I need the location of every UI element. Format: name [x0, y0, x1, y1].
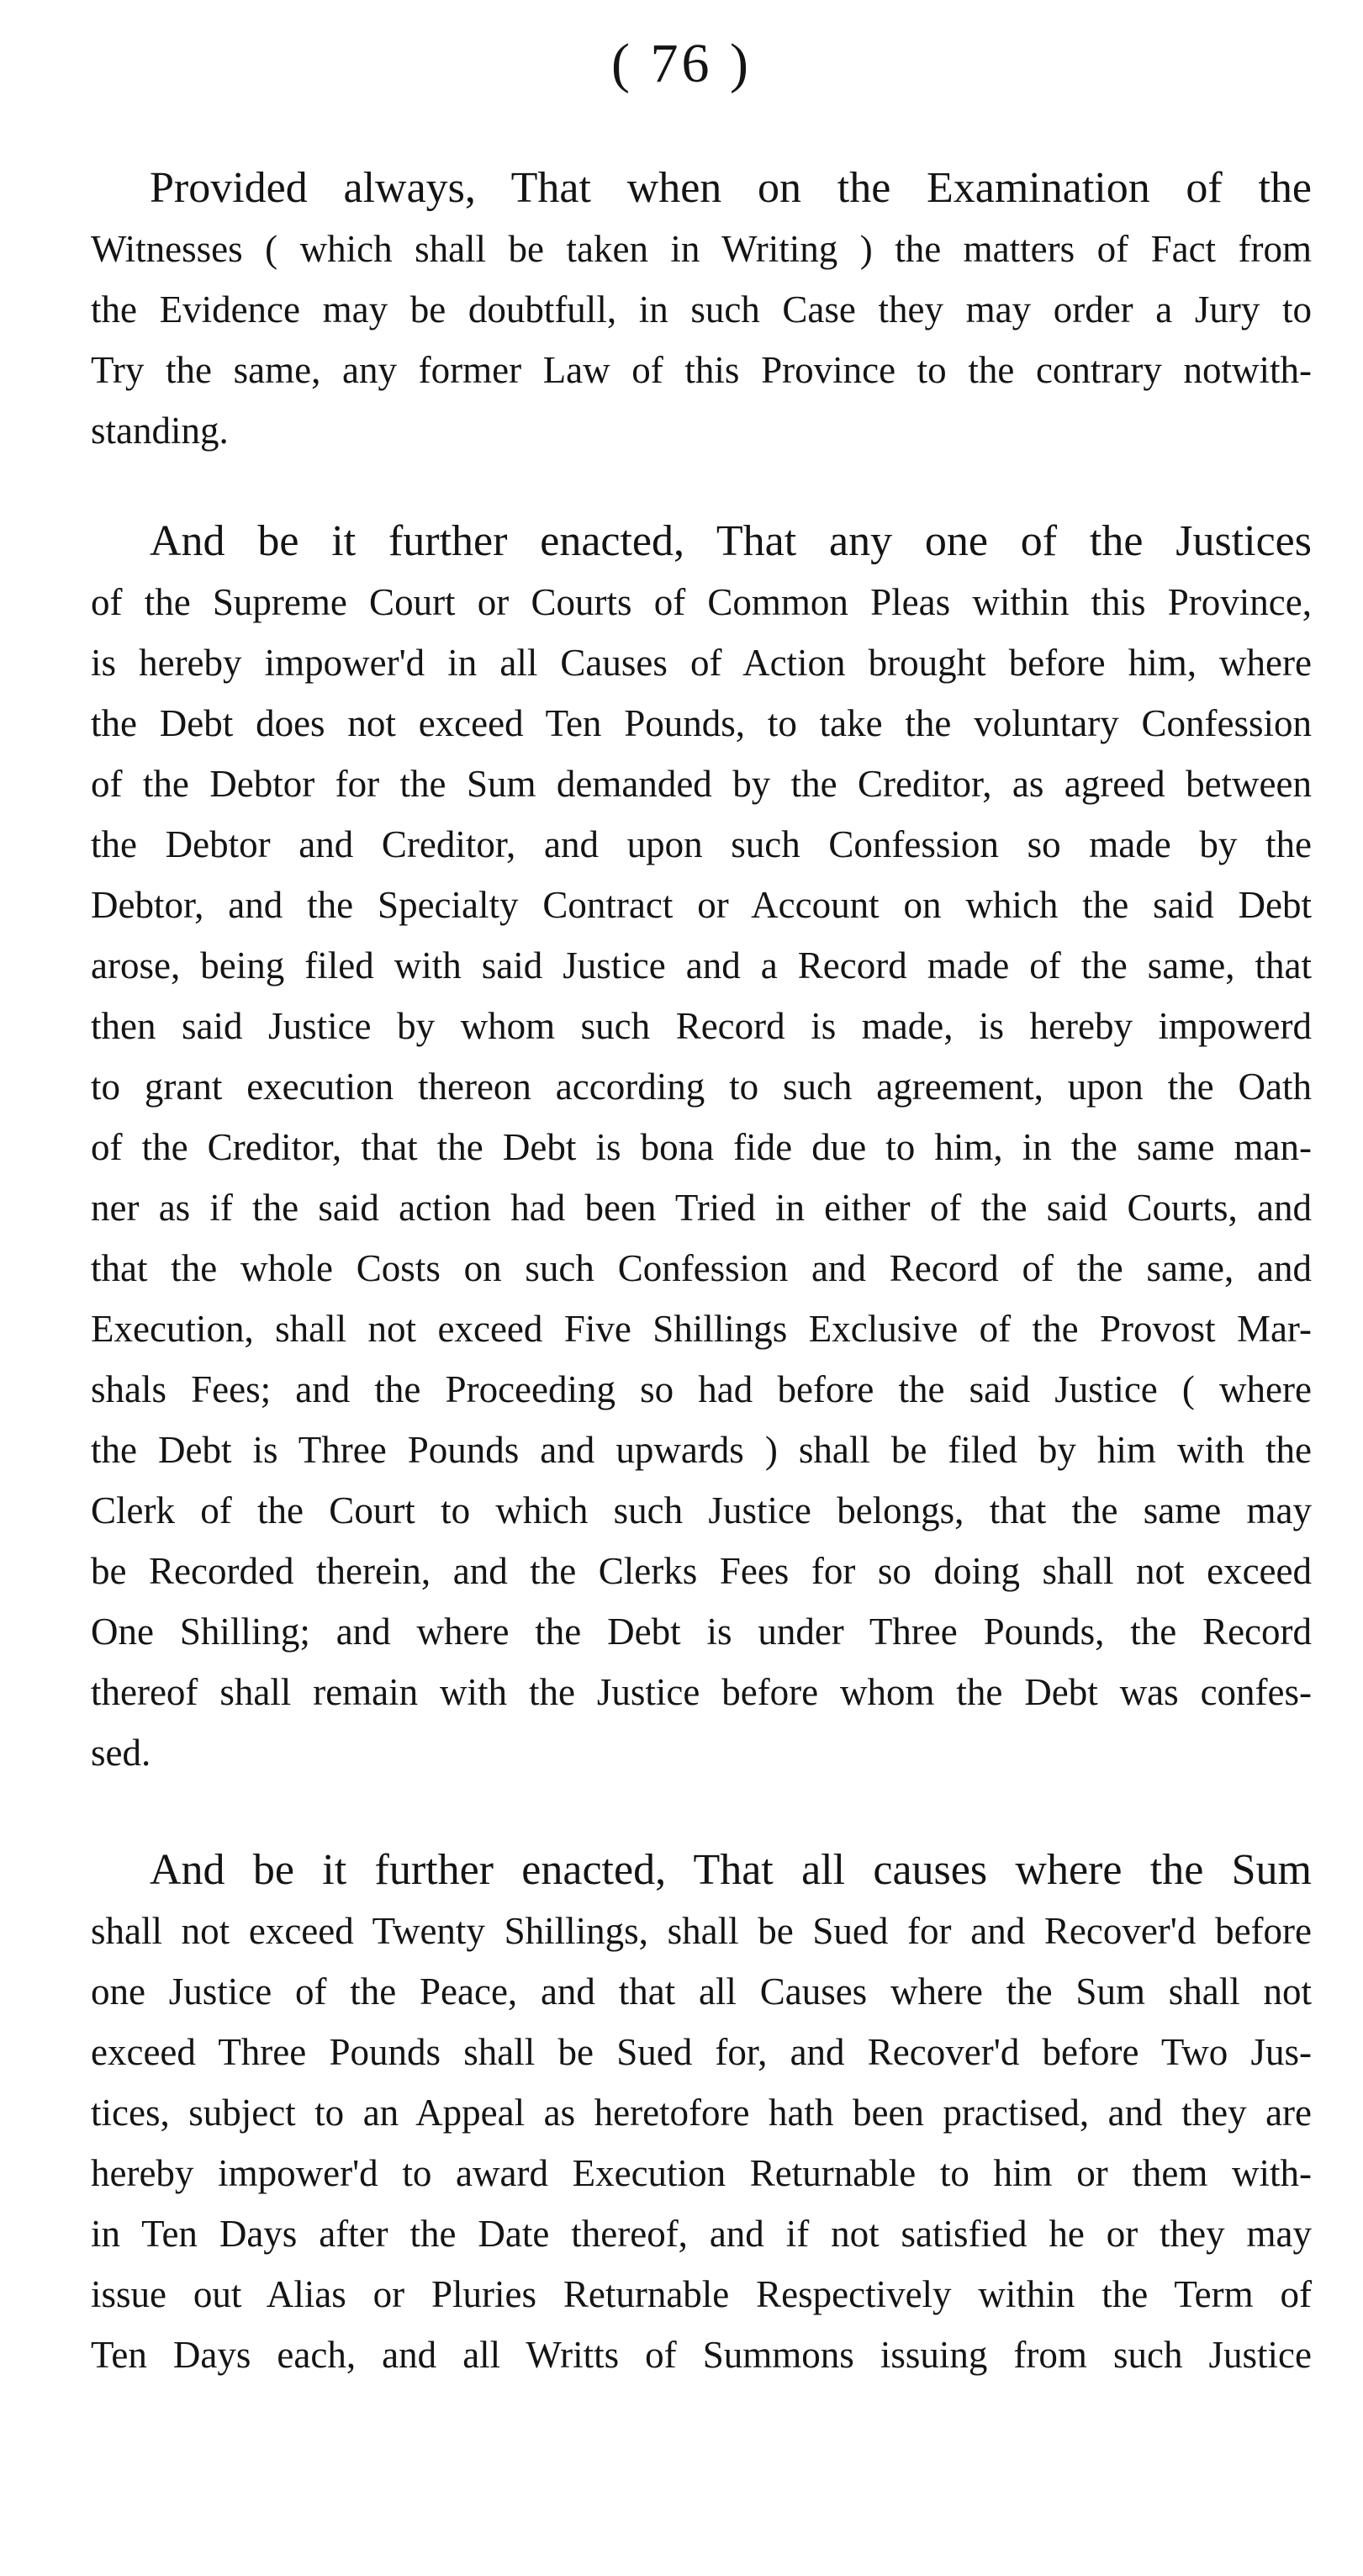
text-line: Debtor, and the Specialty Contract or Account on which the said Debt — [91, 884, 1312, 926]
text-line: hereby impower'd to award Execution Returnable to him or them with- — [91, 2152, 1312, 2194]
text-line: the Debt is Three Pounds and upwards ) shall be filed by him with the — [91, 1429, 1312, 1471]
text-line: Clerk of the Court to which such Justice belongs, that the same may — [91, 1489, 1312, 1531]
text-line: ner as if the said action had been Tried in either of the said Courts, and — [91, 1187, 1312, 1229]
text-line: Provided always, That when on the Examination of the — [150, 164, 1312, 212]
text-line: Try the same, any former Law of this Province to the contrary notwith- — [91, 349, 1312, 391]
text-line: Ten Days each, and all Writts of Summons issuing from such Justice — [91, 2334, 1312, 2376]
text-line: Witnesses ( which shall be taken in Writing ) the matters of Fact from — [91, 228, 1312, 270]
paragraph-provided-always — [91, 158, 1312, 461]
text-line: to grant execution thereon according to such agreement, upon the Oath — [91, 1066, 1312, 1108]
text-line: thereof shall remain with the Justice before whom the Debt was confes- — [91, 1671, 1312, 1713]
text-line: the Debtor and Creditor, and upon such Confession so made by the — [91, 823, 1312, 865]
paragraph-causes-enacted — [91, 1840, 1312, 2385]
text-line: sed. — [91, 1732, 151, 1774]
text-line: tices, subject to an Appeal as heretofore hath been practised, and they are — [91, 2092, 1312, 2134]
text-line: arose, being filed with said Justice and a Record made of the same, that — [91, 944, 1312, 986]
paragraph-justices-enacted — [91, 511, 1312, 1783]
text-line: one Justice of the Peace, and that all Causes where the Sum shall not — [91, 1970, 1312, 2013]
text-line: in Ten Days after the Date thereof, and if not satisfied he or they may — [91, 2213, 1312, 2255]
text-line: shals Fees; and the Proceeding so had before the said Justice ( where — [91, 1368, 1312, 1410]
text-line: that the whole Costs on such Confession and Record of the same, and — [91, 1247, 1312, 1289]
text-line: Execution, shall not exceed Five Shillings Exclusive of the Provost Mar- — [91, 1308, 1312, 1350]
text-line: is hereby impower'd in all Causes of Action brought before him, where — [91, 642, 1312, 684]
text-line: standing. — [91, 410, 229, 452]
page-number: ( 76 ) — [611, 33, 752, 94]
text-line: And be it further enacted, That all causes where the Sum — [150, 1846, 1312, 1894]
text-line: of the Debtor for the Sum demanded by the Creditor, as agreed between — [91, 763, 1312, 805]
text-line: then said Justice by whom such Record is made, is hereby impowerd — [91, 1005, 1312, 1047]
text-line: be Recorded therein, and the Clerks Fees for so doing shall not exceed — [91, 1550, 1312, 1592]
text-line: issue out Alias or Pluries Returnable Respectively within the Term of — [91, 2273, 1312, 2315]
text-line: of the Supreme Court or Courts of Common Pleas within this Province, — [91, 581, 1312, 623]
text-line: exceed Three Pounds shall be Sued for, and Recover'd before Two Jus- — [91, 2031, 1312, 2073]
text-line: the Debt does not exceed Ten Pounds, to take the voluntary Confession — [91, 702, 1312, 744]
text-line: of the Creditor, that the Debt is bona fide due to him, in the same man- — [91, 1126, 1312, 1168]
text-line: the Evidence may be doubtfull, in such Case they may order a Jury to — [91, 288, 1312, 331]
text-line: shall not exceed Twenty Shillings, shall be Sued for and Recover'd before — [91, 1910, 1312, 1952]
text-line: One Shilling; and where the Debt is under Three Pounds, the Record — [91, 1611, 1312, 1653]
text-line: And be it further enacted, That any one of the Justices — [150, 517, 1312, 565]
